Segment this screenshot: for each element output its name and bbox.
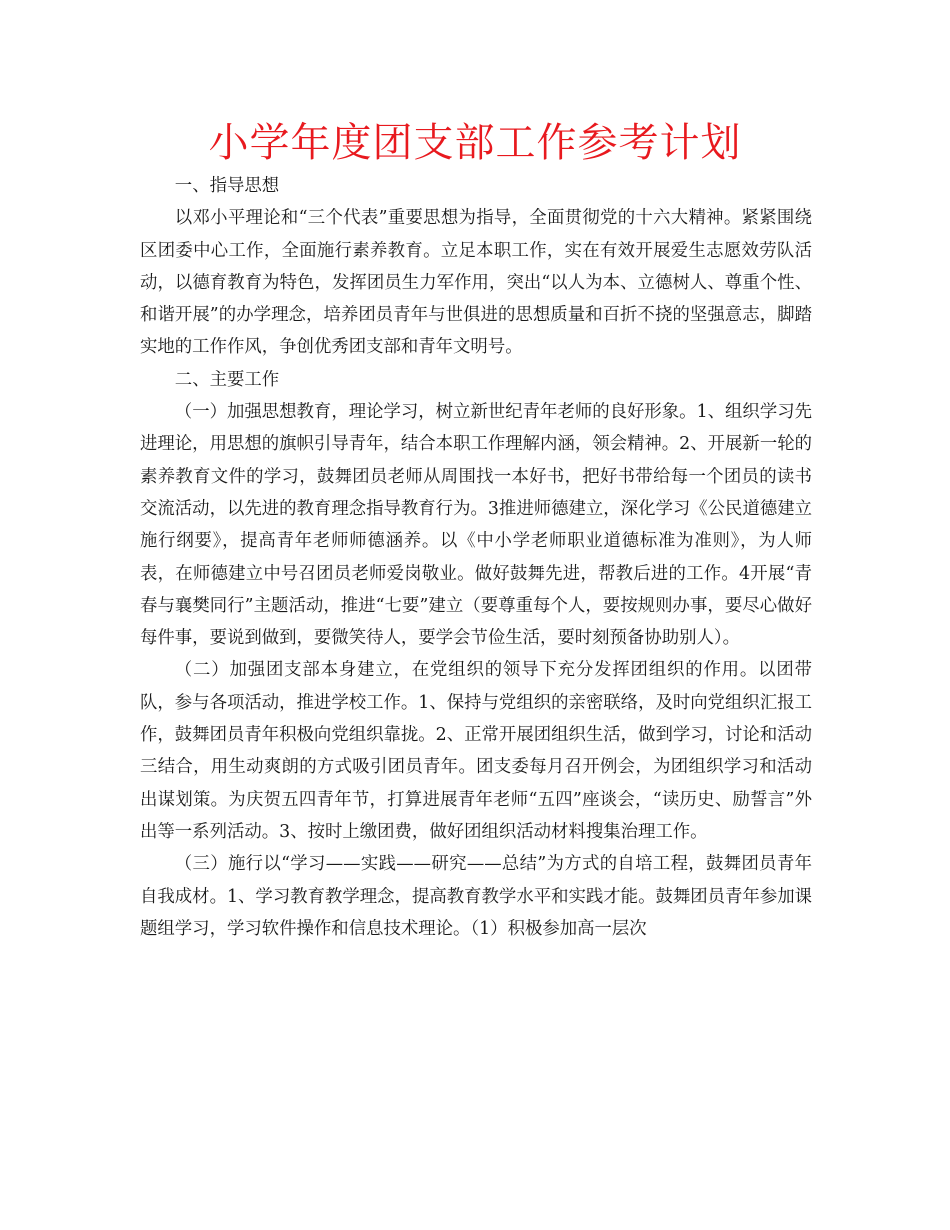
paragraph-guiding-ideology: 以邓小平理论和“三个代表”重要思想为指导，全面贯彻党的十六大精神。紧紧围绕区团委中心工作，全面施行素养教育。立足本职工作，实在有效开展爱生志愿效劳队活动，以德育教育为特色，发挥团员生力军作用，突出“以人为本、立德树人、尊重个性、和谐开展”的办学理念，培养团员青年与世俱进的思想质量和百折不挠的坚强意志，脚踏实地的工作作风，争创优秀团支部和青年文明号。 bbox=[140, 208, 812, 358]
paragraph-main-work-3: （三）施行以“学习——实践——研究——总结”为方式的自培工程，鼓舞团员青年自我成材。1、学习教育教学理念，提高教育教学水平和实践才能。鼓舞团员青年参加课题组学习，学习软件操作和信息技术理论。（1）积极参加高一层次 bbox=[140, 854, 812, 939]
document-body bbox=[140, 170, 812, 945]
section-heading-main-work: 二、主要工作 bbox=[174, 369, 280, 390]
paragraph-main-work-1: （一）加强思想教育，理论学习，树立新世纪青年老师的良好形象。1、组织学习先进理论，用思想的旗帜引导青年，结合本职工作理解内涵，领会精神。2、开展新一轮的素养教育文件的学习，鼓舞团员老师从周围找一本好书，把好书带给每一个团员的读书交流活动，以先进的教育理念指导教育行为。3推进师德建立，深化学习《公民道德建立施行纲要》，提高青年老师师德涵养。以《中小学老师职业道德标准为准则》，为人师表，在师德建立中号召团员老师爱岗敬业。做好鼓舞先进，帮教后进的工作。4开展“青春与襄樊同行”主题活动，推进“七要”建立（要尊重每个人，要按规则办事，要尽心做好每件事，要说到做到，要微笑待人，要学会节俭生活，要时刻预备协助别人）。 bbox=[140, 402, 812, 649]
section-heading-guiding-ideology: 一、指导思想 bbox=[174, 176, 280, 196]
document-title: 小学年度团支部工作参考计划 bbox=[208, 120, 742, 166]
paragraph-main-work-2: （二）加强团支部本身建立，在党组织的领导下充分发挥团组织的作用。以团带队，参与各项活动，推进学校工作。1、保持与党组织的亲密联络，及时向党组织汇报工作，鼓舞团员青年积极向党组织靠拢。2、正常开展团组织生活，做到学习，讨论和活动三结合，用生动爽朗的方式吸引团员青年。团支委每月召开例会，为团组织学习和活动出谋划策。为庆贺五四青年节，打算进展青年老师“五四”座谈会，“读历史、励誓言”外出等一系列活动。3、按时上缴团费，做好团组织活动材料搜集治理工作。 bbox=[140, 660, 812, 842]
